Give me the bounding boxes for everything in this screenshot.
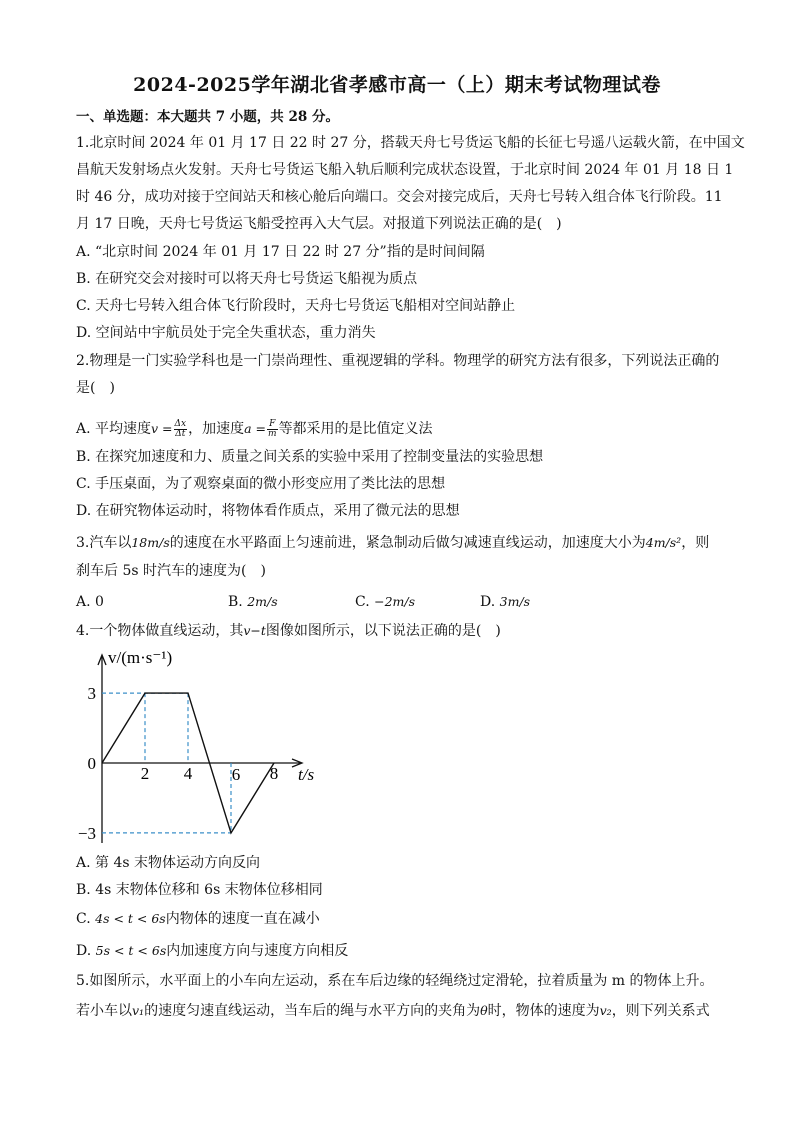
formula-v: v = xyxy=(151,421,173,436)
q2-option: B. 在探究加速度和力、质量之间关系的实验中采用了控制变量法的实验思想 xyxy=(76,449,544,465)
q3-text: ，则 xyxy=(681,535,710,551)
q4-text: 内物体的速度一直在减小 xyxy=(165,911,320,927)
q4-text: 4.一个物体做直线运动，其 xyxy=(76,623,244,639)
q1-option: B. 在研究交会对接时可以将天舟七号货运飞船视为质点 xyxy=(76,271,418,287)
q2-option-a xyxy=(76,419,726,439)
y-tick-label: 3 xyxy=(87,684,96,704)
q3-speed: 18m/s xyxy=(131,535,170,550)
option-letter: C. xyxy=(76,911,91,927)
q3-line xyxy=(76,533,726,553)
q5-line: 5.如图所示，水平面上的小车向左运动，系在车后边缘的轻绳绕过定滑轮，拉着质量为 m 的物体上升。 xyxy=(76,973,714,989)
q4-text: 图像如图所示，以下说法正确的是( ) xyxy=(265,623,501,639)
fraction-numerator: F xyxy=(267,420,278,430)
q1-option: C. 天舟七号转入组合体飞行阶段时，天舟七号货运飞船相对空间站静止 xyxy=(76,298,516,314)
option-letter: C. xyxy=(355,594,370,610)
q4-c-interval: 4s < t < 6s xyxy=(95,911,166,926)
q2-line: 2.物理是一门实验学科也是一门崇尚理性、重视逻辑的学科。物理学的研究方法有很多，下列说法正确的 xyxy=(76,353,720,369)
fraction xyxy=(267,420,278,439)
q2-a-suffix: 等都采用的是比值定义法 xyxy=(278,421,433,437)
q4-text: 内加速度方向与速度方向相反 xyxy=(166,943,349,959)
y-axis-label: v/(m·s⁻¹) xyxy=(108,648,173,667)
x-axis-label: t/s xyxy=(298,765,315,784)
q3-line: 刹车后 5s 时汽车的速度为( ) xyxy=(76,563,266,579)
q4-option-c xyxy=(76,909,726,929)
q5-line xyxy=(76,1001,726,1021)
q3-text: 的速度在水平路面上匀速前进，紧急制动后做匀减速直线运动，加速度大小为 xyxy=(169,535,646,551)
x-tick-label: 8 xyxy=(269,764,279,783)
q1-line: 昌航天发射场点火发射。天舟七号货运飞船入轨后顺利完成状态设置，于北京时间 2024 年 01 月 18 日 1 xyxy=(76,162,734,178)
fraction-numerator: Δx xyxy=(174,418,187,429)
x-tick-label: 6 xyxy=(231,765,241,784)
q5-text: 若小车以 xyxy=(76,1003,132,1019)
page-title: 2024-2025学年湖北省孝感市高一（上）期末考试物理试卷 xyxy=(133,74,661,96)
q3-option-c xyxy=(355,592,415,612)
x-tick-label: 4 xyxy=(183,764,193,783)
q2-a-prefix: A. 平均速度 xyxy=(76,421,152,437)
q3-acceleration: 4m/s² xyxy=(645,535,682,550)
q3-text: 3.汽车以 xyxy=(76,535,132,551)
option-letter: D. xyxy=(480,594,496,610)
fraction-denominator: Δt xyxy=(175,428,186,439)
option-value: −2m/s xyxy=(374,594,416,609)
q2-option: D. 在研究物体运动时，将物体看作质点，采用了微元法的思想 xyxy=(76,503,460,519)
q4-d-interval: 5s < t < 6s xyxy=(95,943,167,958)
y-tick-label: −3 xyxy=(77,823,96,843)
q3-option-a: A. 0 xyxy=(76,594,104,610)
x-tick-label: 2 xyxy=(140,764,150,783)
option-letter: B. xyxy=(228,594,243,610)
q5-theta: θ xyxy=(480,1003,488,1018)
option-letter: D. xyxy=(76,943,92,959)
q4-option-d xyxy=(76,941,726,961)
q4-vt: v−t xyxy=(243,623,266,638)
y-tick-label: 0 xyxy=(87,754,96,773)
q5-v1: v₁ xyxy=(132,1003,145,1018)
q1-line: 月 17 日晚，天舟七号货运飞船受控再入大气层。对报道下列说法正确的是( ) xyxy=(76,216,562,232)
section-heading: 一、单选题：本大题共 7 小题，共 28 分。 xyxy=(76,109,339,125)
q2-a-mid: ，加速度 xyxy=(188,421,245,437)
formula-a: a = xyxy=(244,421,267,436)
q1-line: 时 46 分，成功对接于空间站天和核心舱后向端口。交会对接完成后，天舟七号转入组合体飞行阶段。11 xyxy=(76,189,723,205)
q2-option: C. 手压桌面，为了观察桌面的微小形变应用了类比法的思想 xyxy=(76,476,446,492)
q4-option: B. 4s 末物体位移和 6s 末物体位移相同 xyxy=(76,882,323,898)
option-value: 3m/s xyxy=(499,594,531,609)
q1-option: D. 空间站中宇航员处于完全失重状态，重力消失 xyxy=(76,325,376,341)
q3-option-b xyxy=(228,592,278,612)
q1-option: A. “北京时间 2024 年 01 月 17 日 22 时 27 分”指的是时间间隔 xyxy=(76,244,485,260)
fraction-denominator: m xyxy=(268,428,277,439)
q2-line: 是( ) xyxy=(76,380,115,396)
q3-option-d xyxy=(480,592,530,612)
q5-text: ，则下列关系式 xyxy=(611,1003,710,1019)
option-value: 2m/s xyxy=(247,594,278,609)
vt-chart xyxy=(77,645,340,845)
q1-line: 1.北京时间 2024 年 01 月 17 日 22 时 27 分，搭载天舟七号货运飞船的长征七号遥八运载火箭，在中国文 xyxy=(76,135,745,151)
q5-text: 时，物体的速度为 xyxy=(487,1003,600,1019)
q5-text: 的速度匀速直线运动，当车后的绳与水平方向的夹角为 xyxy=(144,1003,481,1019)
q5-v2: v₂ xyxy=(599,1003,612,1018)
q4-option: A. 第 4s 末物体运动方向反向 xyxy=(76,855,261,871)
q4-line xyxy=(76,621,726,641)
fraction xyxy=(174,420,188,439)
